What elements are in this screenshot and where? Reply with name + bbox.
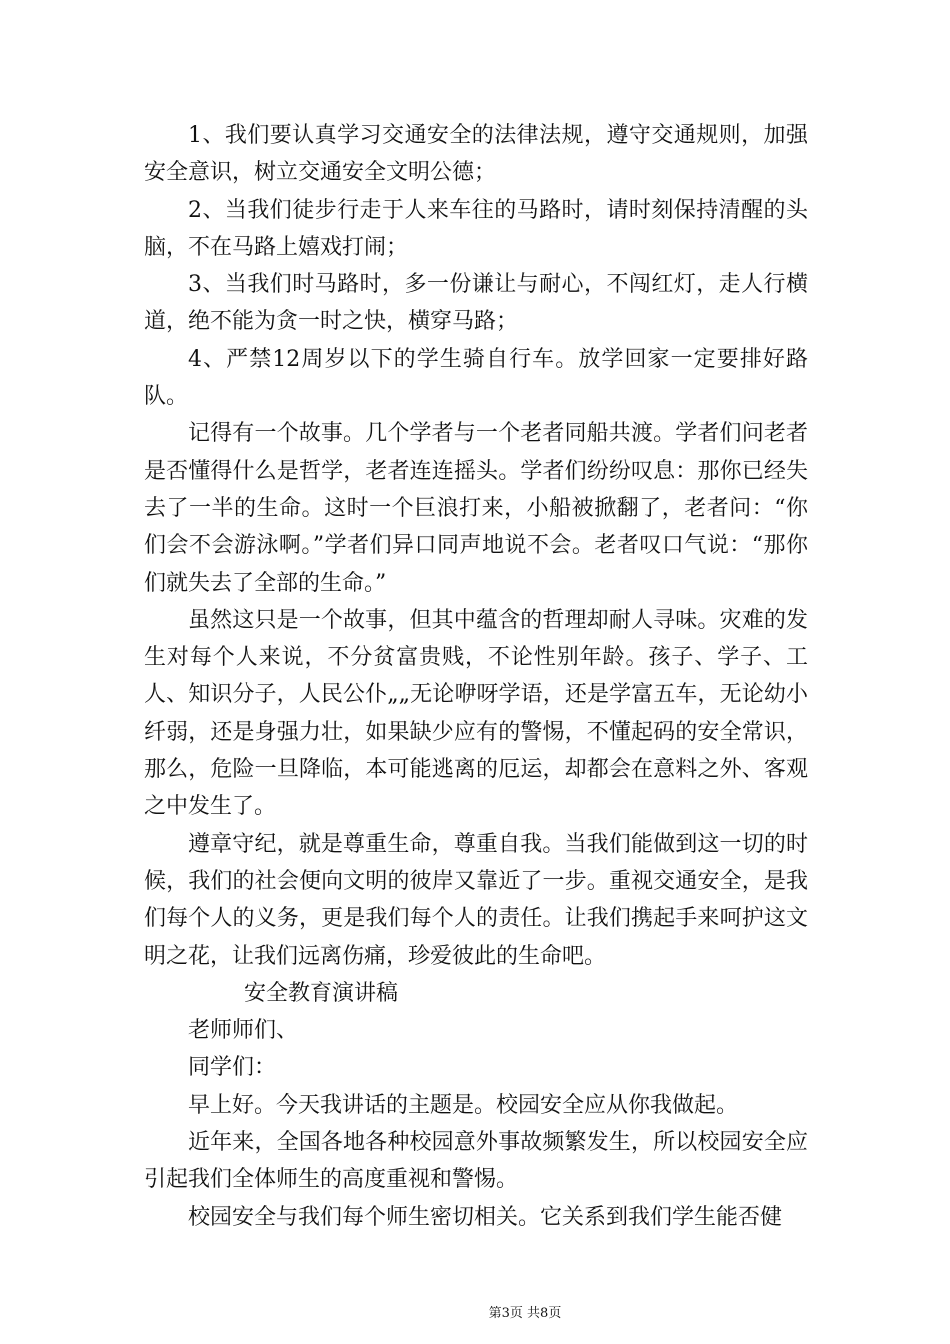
conclusion-paragraph: 遵章守纪，就是尊重生命，尊重自我。当我们能做到这一切的时候，我们的社会便向文明的彼岸又靠近了一步。重视交通安全，是我们每个人的义务，更是我们每个人的责任。让我们携起手来呵护这文明之花，让我们远离伤痛，珍爱彼此的生命吧。 bbox=[144, 831, 808, 969]
reflection-paragraph: 虽然这只是一个故事，但其中蕴含的哲理却耐人寻味。灾难的发生对每个人来说，不分贫富贵贱，不论性别年龄。孩子、学子、工人、知识分子，人民公仆„„无论咿呀学语，还是学富五车，无论幼小纤弱，还是身强力壮，如果缺少应有的警惕，不懂起码的安全常识，那么，危险一旦降临，本可能逃离的厄运，却都会在意料之外、客观之中发生了。 bbox=[144, 607, 808, 820]
story-paragraph: 记得有一个故事。几个学者与一个老者同船共渡。学者们问老者是否懂得什么是哲学，老者连连摇头。学者们纷纷叹息：那你已经失去了一半的生命。这时一个巨浪打来，小船被掀翻了，老者问：“你们会不会游泳啊。”学者们异口同声地说不会。老者叹口气说：“那你们就失去了全部的生命。” bbox=[144, 421, 808, 596]
speech-paragraph-1: 近年来，全国各地各种校园意外事故频繁发生，所以校园安全应引起我们全体师生的高度重视和警惕。 bbox=[144, 1130, 808, 1193]
salutation-teachers: 老师师们、 bbox=[188, 1018, 299, 1044]
rule-3-paragraph: 3、当我们时马路时，多一份谦让与耐心，不闯红灯，走人行横道，绝不能为贪一时之快，横穿马路； bbox=[144, 272, 808, 335]
speech-title: 安全教育演讲稿 bbox=[244, 980, 399, 1006]
page-number: 第3页 共8页 bbox=[488, 1306, 562, 1321]
document-body bbox=[144, 117, 808, 1236]
greeting-paragraph: 早上好。今天我讲话的主题是。校园安全应从你我做起。 bbox=[188, 1092, 739, 1118]
rule-2-paragraph: 2、当我们徒步行走于人来车往的马路时，请时刻保持清醒的头脑，不在马路上嬉戏打闹； bbox=[144, 197, 808, 260]
rule-4-paragraph: 4、严禁12周岁以下的学生骑自行车。放学回家一定要排好路队。 bbox=[144, 346, 808, 410]
rule-1-paragraph: 1、我们要认真学习交通安全的法律法规，遵守交通规则，加强安全意识，树立交通安全文明公德； bbox=[144, 123, 808, 186]
salutation-students: 同学们： bbox=[188, 1055, 277, 1081]
page-footer bbox=[0, 1306, 950, 1322]
speech-paragraph-2: 校园安全与我们每个师生密切相关。它关系到我们学生能否健 bbox=[188, 1204, 783, 1230]
